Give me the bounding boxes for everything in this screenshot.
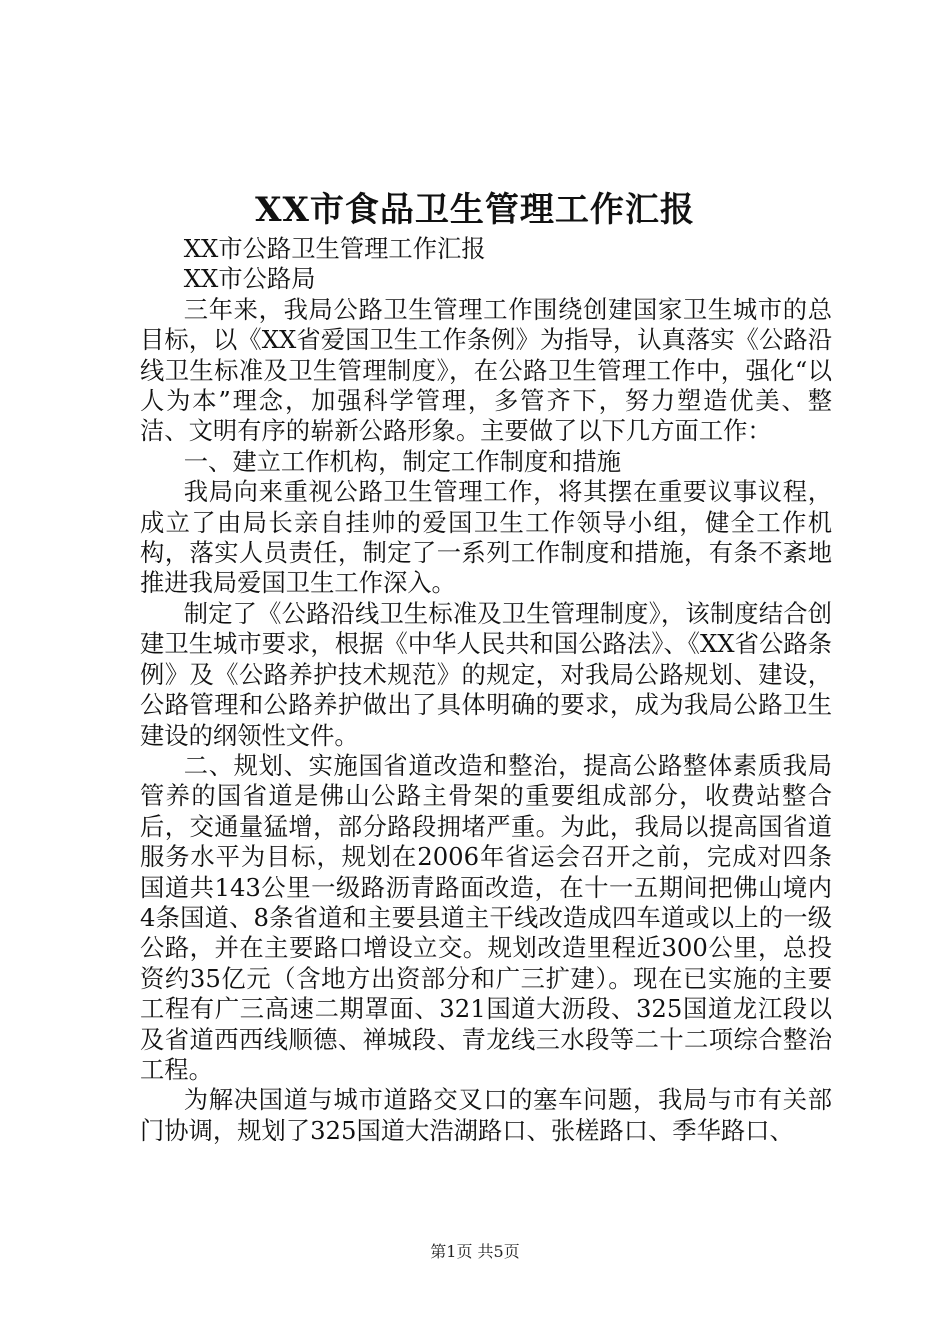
paragraph: 二、规划、实施国省道改造和整治，提高公路整体素质我局管养的国省道是佛山公路主骨架的重要组成部分，收费站整合后，交通量猛增，部分路段拥堵严重。为此，我局以提高国省道服务水平为目标，规划在2006年省运会召开之前，完成对四条国道共143公里一级路沥青路面改造，在十一五期间把佛山境内4条国道、8条省道和主要县道主干线改造成四车道或以上的一级公路，并在主要路口增设立交。规划改造里程近300公里，总投资约35亿元（含地方出资部分和广三扩建）。现在已实施的主要工程有广三高速二期罩面、321国道大沥段、325国道龙江段以及省道西西线顺德、禅城段、青龙线三水段等二十二项综合整治工程。	[140, 750, 832, 1084]
section-heading: 一、建立工作机构，制定工作制度和措施	[183, 446, 622, 476]
paragraph: 制定了《公路沿线卫生标准及卫生管理制度》，该制度结合创建卫生城市要求，根据《中华人民共和国公路法》、《XX省公路条例》及《公路养护技术规范》的规定，对我局公路规划、建设，公路管理和公路养护做出了具体明确的要求，成为我局公路卫生建设的纲领性文件。	[140, 598, 832, 750]
document-title: XX市食品卫生管理工作汇报	[255, 190, 695, 230]
author-line: XX市公路局	[183, 264, 316, 294]
document-body	[140, 234, 832, 1146]
paragraph: 三年来，我局公路卫生管理工作围绕创建国家卫生城市的总目标，以《XX省爱国卫生工作条例》为指导，认真落实《公路沿线卫生标准及卫生管理制度》，在公路卫生管理工作中，强化“以人为本”理念，加强科学管理，多管齐下，努力塑造优美、整洁、文明有序的崭新公路形象。主要做了以下几方面工作：	[140, 294, 832, 446]
paragraph: 为解决国道与城市道路交叉口的塞车问题，我局与市有关部门协调，规划了325国道大浩湖路口、张槎路口、季华路口、	[140, 1085, 832, 1145]
page-number: 第1页 共5页	[430, 1242, 520, 1261]
subtitle: XX市公路卫生管理工作汇报	[183, 234, 486, 263]
paragraph: 我局向来重视公路卫生管理工作，将其摆在重要议事议程，成立了由局长亲自挂帅的爱国卫生工作领导小组，健全工作机构，落实人员责任，制定了一系列工作制度和措施，有条不紊地推进我局爱国卫生工作深入。	[140, 477, 832, 598]
